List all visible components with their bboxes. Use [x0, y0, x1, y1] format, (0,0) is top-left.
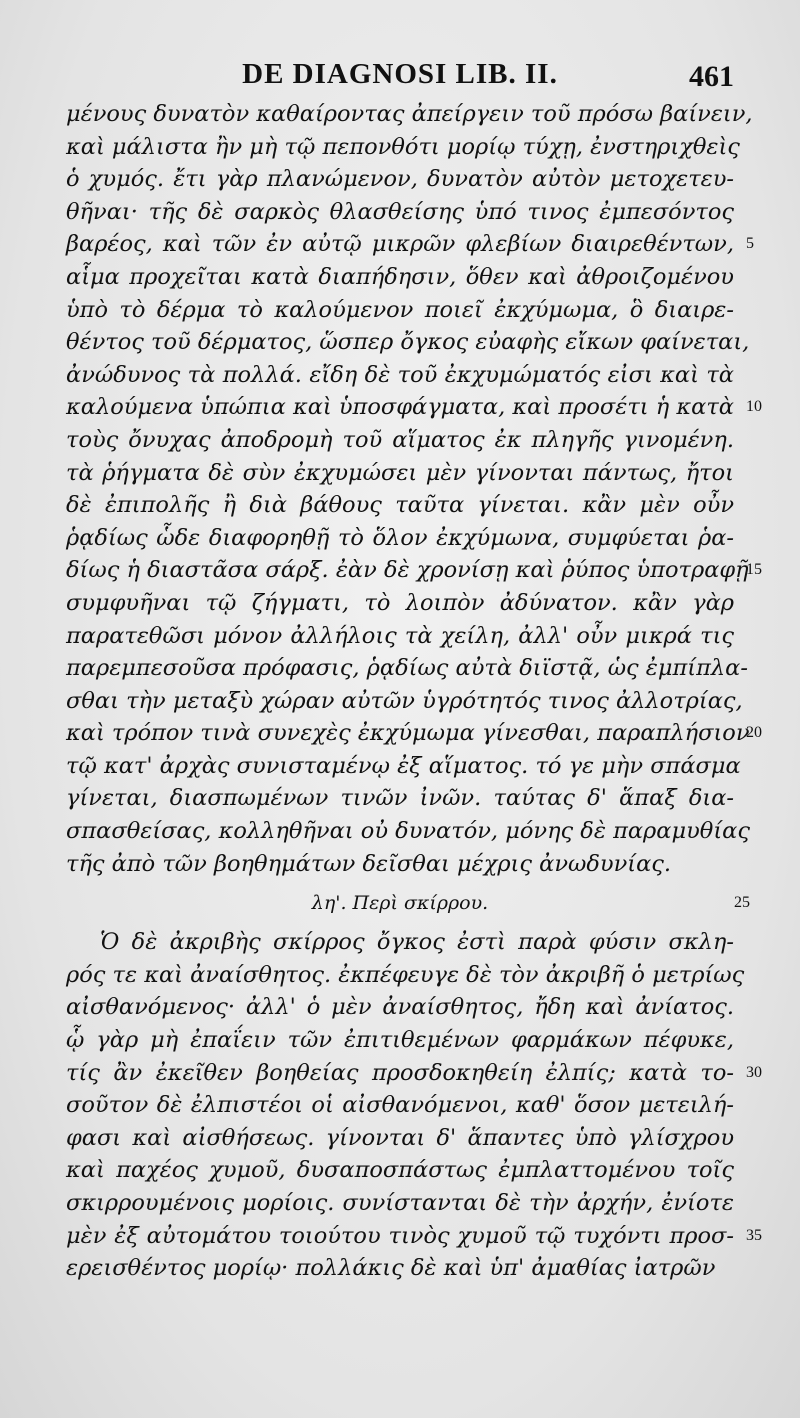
text-line — [66, 228, 754, 261]
text-line-content: θῆναι· τῆς δὲ σαρκὸς θλασθείσης ὑπό τινος ἐμπεσόντος — [66, 198, 734, 225]
text-line-content: μένους δυνατὸν καθαίροντας ἀπείργειν τοῦ πρόσω βαίνειν, — [66, 101, 753, 127]
text-line-content: παρεμπεσοῦσα πρόφασις, ῥᾳδίως αὐτὰ διϊστᾷ, ὡς ἐμπίπλα- — [66, 655, 748, 682]
text-line — [66, 782, 734, 815]
text-line-content: ερεισθέντος μορίῳ· πολλάκις δὲ καὶ ὑπ' ἀμαθίας ἰατρῶν — [66, 1255, 716, 1282]
text-line-content: καὶ τρόπον τινὰ συνεχὲς ἐκχύμωμα γίνεσθαι, παραπλήσιον — [66, 720, 750, 747]
text-line-content: καὶ παχέος χυμοῦ, δυσαποσπάστως ἐμπλαττομένου τοῖς — [66, 1157, 734, 1184]
line-number: 30 — [746, 1063, 762, 1081]
text-line-content: παρατεθῶσι μόνον ἀλλήλοις τὰ χείλη, ἀλλ' οὖν μικρά τις — [66, 622, 734, 649]
text-line — [66, 1187, 734, 1220]
text-line-content: σοῦτον δὲ ἐλπιστέοι οἱ αἰσθανόμενοι, καθ' ὅσον μετειλή- — [66, 1092, 734, 1119]
section-heading — [66, 880, 750, 926]
text-line — [66, 815, 750, 848]
text-line-content: δίως ἡ διαστᾶσα σάρξ. ἐὰν δὲ χρονίσῃ καὶ ῥύπος ὑποτραφῇ — [66, 557, 749, 584]
text-line-content: γίνεται, διασπωμένων τινῶν ἰνῶν. ταύτας δ' ἅπαξ δια- — [66, 785, 734, 812]
line-number: 15 — [746, 561, 762, 579]
text-line — [66, 391, 762, 424]
text-line — [66, 131, 740, 164]
text-line-content: μὲν ἐξ αὐτομάτου τοιούτου τινὸς χυμοῦ τῷ τυχόντι προσ- — [66, 1222, 734, 1249]
text-line — [66, 359, 734, 392]
paragraph-skirrhos — [66, 926, 762, 1285]
text-line — [66, 554, 762, 587]
text-line — [66, 294, 734, 327]
paragraph-continued — [66, 98, 762, 880]
line-number: 35 — [746, 1226, 762, 1244]
line-number: 5 — [746, 235, 754, 253]
page-number: 461 — [689, 60, 734, 93]
text-line — [66, 991, 734, 1024]
text-line — [66, 1252, 734, 1285]
line-number: 25 — [734, 894, 750, 912]
text-line-content: αἷμα προχεῖται κατὰ διαπήδησιν, ὅθεν καὶ ἀθροιζομένου — [66, 263, 734, 290]
text-line — [66, 326, 750, 359]
text-line — [66, 1220, 762, 1253]
text-line — [66, 1089, 734, 1122]
text-line-content: θέντος τοῦ δέρματος, ὥσπερ ὄγκος εὐαφὴς εἴκων φαίνεται, — [66, 329, 750, 356]
text-line — [66, 587, 734, 620]
text-line-content: τῷ κατ' ἀρχὰς συνισταμένῳ ἐξ αἵματος. τό γε μὴν σπάσμα — [66, 752, 741, 779]
text-line-content: φασι καὶ αἰσθήσεως. γίνονται δ' ἅπαντες ὑπὸ γλίσχρου — [66, 1124, 734, 1151]
text-line-content: Ὁ δὲ ἀκριβὴς σκίρρος ὄγκος ἐστὶ παρὰ φύσιν σκλη- — [100, 929, 734, 956]
text-line — [66, 685, 743, 718]
text-line — [66, 522, 734, 555]
text-line — [66, 424, 734, 457]
text-line-content: τῆς ἀπὸ τῶν βοηθημάτων δεῖσθαι μέχρις ἀνωδυνίας. — [66, 850, 672, 877]
text-line — [66, 1154, 734, 1187]
text-line — [66, 750, 741, 783]
text-line — [66, 652, 748, 685]
text-line — [66, 848, 734, 881]
text-line — [66, 457, 734, 490]
text-line — [66, 1057, 762, 1090]
text-line-content: σκιρρουμένοις μορίοις. συνίστανται δὲ τὴν ἀρχήν, ἐνίοτε — [66, 1190, 734, 1216]
text-line-content: καὶ μάλιστα ἢν μὴ τῷ πεπονθότι μορίῳ τύχῃ, ἐνστηριχθεὶς — [66, 133, 740, 160]
running-header — [0, 58, 800, 98]
line-number: 10 — [746, 398, 762, 416]
text-line-content: ρός τε καὶ ἀναίσθητος. ἐκπέφευγε δὲ τὸν ἀκριβῆ ὁ μετρίως — [66, 961, 745, 988]
section-title: λη'. Περὶ σκίρρου. — [311, 892, 489, 915]
text-line-content: βαρέος, καὶ τῶν ἐν αὐτῷ μικρῶν φλεβίων διαιρεθέντων, — [66, 231, 734, 258]
text-line — [66, 717, 762, 750]
text-line — [66, 1122, 734, 1155]
text-line — [66, 261, 734, 294]
text-line — [66, 196, 734, 229]
running-title: DE DIAGNOSI LIB. II. — [242, 58, 558, 90]
text-line-content: ᾧ γὰρ μὴ ἐπαΐειν τῶν ἐπιτιθεμένων φαρμάκων πέφυκε, — [66, 1027, 734, 1054]
text-line-content: αἰσθανόμενος· ἀλλ' ὁ μὲν ἀναίσθητος, ἤδη καὶ ἀνίατος. — [66, 994, 734, 1021]
text-line-content: δὲ ἐπιπολῆς ἢ διὰ βάθους ταῦτα γίνεται. κἂν μὲν οὖν — [66, 492, 734, 519]
text-line — [66, 489, 734, 522]
text-line-content: τὰ ῥήγματα δὲ σὺν ἐκχυμώσει μὲν γίνονται πάντως, ἤτοι — [66, 459, 734, 486]
text-line — [66, 926, 734, 959]
text-line — [66, 163, 734, 196]
text-line — [66, 98, 753, 131]
text-line — [66, 959, 745, 992]
text-line-content: ὑπὸ τὸ δέρμα τὸ καλούμενον ποιεῖ ἐκχύμωμα, ὃ διαιρε- — [66, 296, 734, 323]
text-line-content: σπασθείσας, κολληθῆναι οὐ δυνατόν, μόνης δὲ παραμυθίας — [66, 818, 750, 845]
text-line-content: συμφυῆναι τῷ ζήγματι, τὸ λοιπὸν ἀδύνατον. κἂν γὰρ — [66, 589, 734, 616]
text-line-content: τοὺς ὄνυχας ἀποδρομὴ τοῦ αἵματος ἐκ πληγῆς γινομένη. — [66, 426, 734, 453]
text-line-content: ὁ χυμός. ἔτι γὰρ πλανώμενον, δυνατὸν αὐτὸν μετοχετευ- — [66, 166, 734, 193]
main-text — [66, 98, 762, 1285]
text-line-content: καλούμενα ὑπώπια καὶ ὑποσφάγματα, καὶ προσέτι ἡ κατὰ — [66, 394, 734, 421]
text-line — [66, 1024, 734, 1057]
text-line-content: τίς ἂν ἐκεῖθεν βοηθείας προσδοκηθείη ἐλπίς; κατὰ το- — [66, 1059, 734, 1086]
text-line-content: ῥᾳδίως ὧδε διαφορηθῇ τὸ ὅλον ἐκχύμωνα, συμφύεται ῥα- — [66, 524, 734, 551]
text-line-content: ἀνώδυνος τὰ πολλά. εἴδη δὲ τοῦ ἐκχυμώματός εἰσι καὶ τὰ — [66, 361, 734, 388]
text-line-content: σθαι τὴν μεταξὺ χώραν αὐτῶν ὑγρότητός τινος ἀλλοτρίας, — [66, 687, 743, 714]
text-line — [66, 620, 734, 653]
line-number: 20 — [746, 724, 762, 742]
